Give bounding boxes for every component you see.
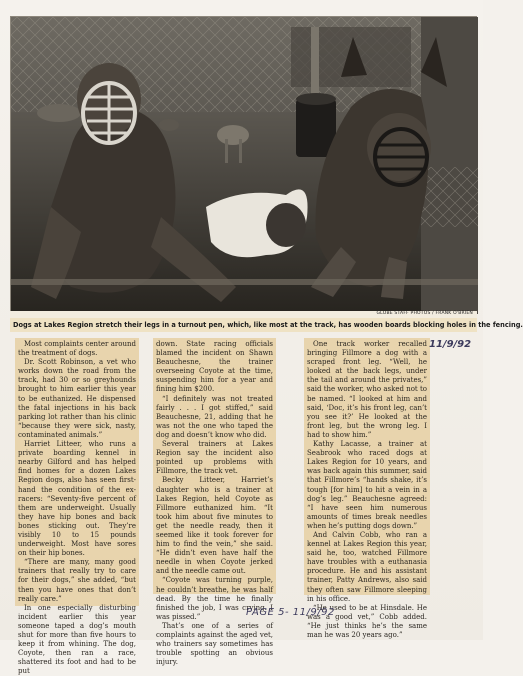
greyhound-photo-illustration: [11, 17, 478, 314]
article-paragraph: And Calvin Cobb, who ran a kennel at Lakes Region this year, said he, too, watched Fillmore have troubles with a euthanasia procedure. He and his assistant trainer, Patty Andrews, also said they often saw Fillmore sleeping in his office.: [307, 530, 427, 603]
article-column-1: [15, 338, 139, 676]
article-paragraph: Becky Litteer, Harriet’s daughter who is a trainer at Lakes Region, held Coyote as Fillmore euthanized him. “It took him about five minutes to get the needle ready, then it seemed like it took forever for him to find the vein,” she said. “He didn’t even have half the needle in when Coyote jerked and the needle came out.: [156, 476, 273, 576]
article-paragraph: Harriet Litteer, who runs a private boarding kennel in nearby Gilford and has helped find homes for a dozen Lakes Region dogs, also has seen first-hand the condition of the ex-racers: “Seventy-five percent of them are underweight. Usually they have hip bones and back bones sticking out. They’re visibly 10 to 15 pounds underweight. Most have sores on their hip bones.: [18, 440, 136, 558]
photo-credit: GLOBE STAFF PHOTOS / FRANK O'BRIEN: [10, 311, 477, 320]
handwritten-date: 11/9/92: [429, 339, 472, 350]
article-paragraph: Most complaints center around the treatment of dogs.: [18, 340, 136, 358]
handwritten-page-note: PAGE 5- 11/9/92: [246, 607, 335, 618]
article-paragraph: That’s one of a series of complaints against the aged vet, who trainers say sometimes has trouble spotting an obvious injury.: [156, 621, 273, 667]
article-paragraph: Several trainers at Lakes Region say the incident also pointed up problems with Fillmore, the track vet.: [156, 440, 273, 476]
article-column-3: [304, 338, 430, 639]
article-paragraph: Kathy Lacasse, a trainer at Seabrook who raced dogs at Lakes Region for 10 years, and was back again this summer, said that Fillmore’s “hands shake, it’s tough [for him] to hit a vein in a dog’s leg.” Beauchesne agreed: “I have seen him numerous amounts of times break needles when he’s putting dogs down.”: [307, 440, 427, 530]
article-paragraph: “He used to be at Hinsdale. He was a good vet,” Cobb added. “He just thinks he’s the same man he was 20 years ago.”: [307, 603, 427, 639]
photo-caption: Dogs at Lakes Region stretch their legs in a turnout pen, which, like most at the track, has wooden boards blocking holes in the fencing.: [10, 318, 477, 332]
article-paragraph: “I definitely was not treated fairly . . . I got stiffed,” said Beauchesne, 21, adding that he was not the one who taped the dog and doesn’t know who did.: [156, 394, 273, 439]
article-paragraph: “There are many, many good trainers that really try to care for their dogs,” she added, “but then you have ones that don’t really care.”: [18, 558, 136, 603]
newspaper-photo: [10, 16, 477, 313]
article-paragraph: In one especially disturbing incident earlier this year someone taped a dog’s mouth shut for more than five hours to keep it from whining. The dog, Coyote, then ran a race, shattered its foot and had to be put: [18, 603, 136, 676]
article-paragraph: Dr. Scott Robinson, a vet who works down the road from the track, had 30 or so greyhounds brought to him earlier this year to be euthanized. He dispensed the fatal injections in his back parking lot rather than his clinic “because they were sick, nasty, contaminated animals.”: [18, 358, 136, 439]
article-paragraph: down. State racing officials blamed the incident on Shawn Beauchesne, the trainer overseeing Coyote at the time, suspending him for a year and fining him $200.: [156, 340, 273, 394]
article-column-2: [153, 338, 276, 667]
article-paragraph: One track worker recalled bringing Fillmore a dog with a scraped front leg. “Well, he looked at the back legs, under the tail and around the privates,” said the worker, who asked not to be named. “I looked at him and said, ‘Doc, it’s his front leg, can’t you see it?’ He looked at the front leg, but the wrong leg. I had to show him.”: [307, 340, 427, 439]
article-paragraph: “Coyote was turning purple, he couldn’t breathe, he was half dead. By the time he finally finished the job, I was crying. I was pissed.”: [156, 576, 273, 621]
